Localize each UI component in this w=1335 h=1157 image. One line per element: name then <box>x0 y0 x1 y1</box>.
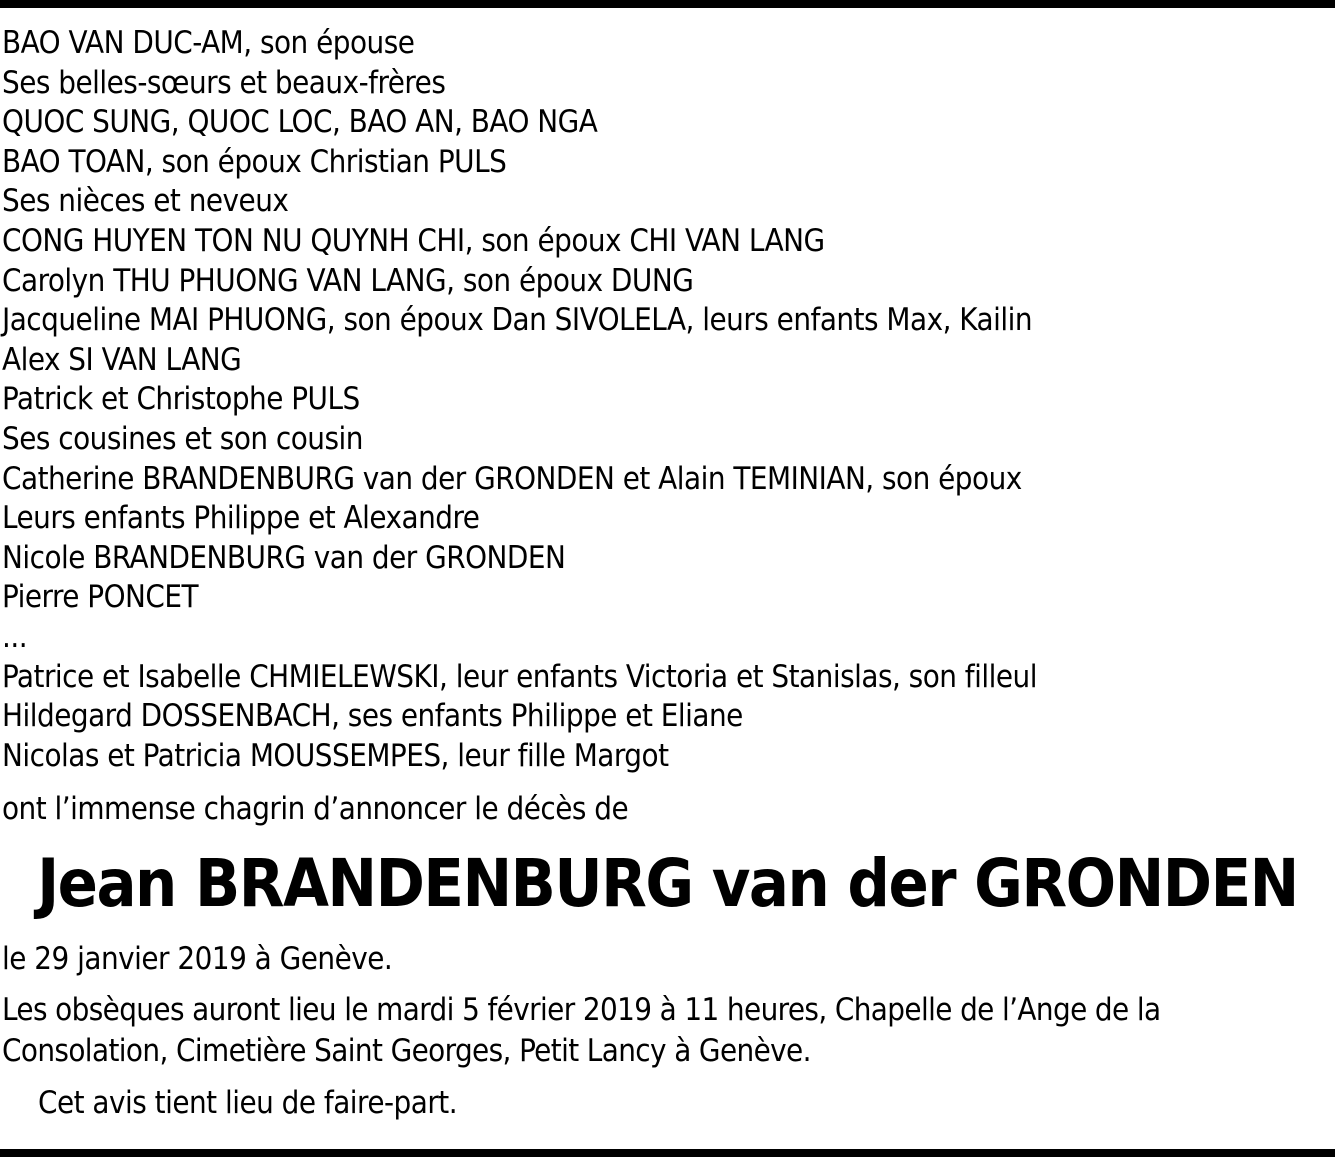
family-line: Jacqueline MAI PHUONG, son époux Dan SIVOLELA, leurs enfants Max, Kailin <box>2 302 1033 339</box>
notice-text: Cet avis tient lieu de faire-part. <box>38 1085 458 1121</box>
top-rule <box>0 0 1335 8</box>
funeral-line: Consolation, Cimetière Saint Georges, Petit Lancy à Genève. <box>2 1033 811 1069</box>
family-line: Catherine BRANDENBURG van der GRONDEN et Alain TEMINIAN, son époux <box>2 460 1022 497</box>
family-line: BAO VAN DUC-AM, son épouse <box>2 25 415 61</box>
family-line: Ses cousines et son cousin <box>2 420 363 457</box>
family-line: Nicole BRANDENBURG van der GRONDEN <box>2 539 566 576</box>
family-line: Pierre PONCET <box>2 579 199 616</box>
bottom-rule <box>0 1149 1335 1157</box>
family-line: Patrick et Christophe PULS <box>2 381 360 418</box>
family-line: Ses belles-sœurs et beaux-frères <box>2 64 446 101</box>
family-line: CONG HUYEN TON NU QUYNH CHI, son époux CHI VAN LANG <box>2 222 825 259</box>
family-line: ... <box>2 618 28 655</box>
announcement-text: ont l’immense chagrin d’annoncer le décès de <box>2 791 629 827</box>
family-line: BAO TOAN, son époux Christian PULS <box>2 143 507 180</box>
funeral-details <box>2 990 1333 1072</box>
family-line: Patrice et Isabelle CHMIELEWSKI, leur enfants Victoria et Stanislas, son filleul <box>2 658 1037 695</box>
family-line: QUOC SUNG, QUOC LOC, BAO AN, BAO NGA <box>2 104 598 141</box>
family-line: Leurs enfants Philippe et Alexandre <box>2 500 480 537</box>
family-list <box>2 24 1332 776</box>
deceased-name: Jean BRANDENBURG van der GRONDEN <box>37 845 1298 922</box>
family-line: Carolyn THU PHUONG VAN LANG, son époux DUNG <box>2 262 694 299</box>
funeral-line: Les obsèques auront lieu le mardi 5 février 2019 à 11 heures, Chapelle de l’Ange de la <box>2 992 1161 1028</box>
family-line: Nicolas et Patricia MOUSSEMPES, leur fille Margot <box>2 737 669 774</box>
family-line: Hildegard DOSSENBACH, ses enfants Philippe et Eliane <box>2 698 743 735</box>
family-line: Alex SI VAN LANG <box>2 341 242 378</box>
family-line: Ses nièces et neveux <box>2 183 289 220</box>
death-date-place: le 29 janvier 2019 à Genève. <box>2 941 393 977</box>
